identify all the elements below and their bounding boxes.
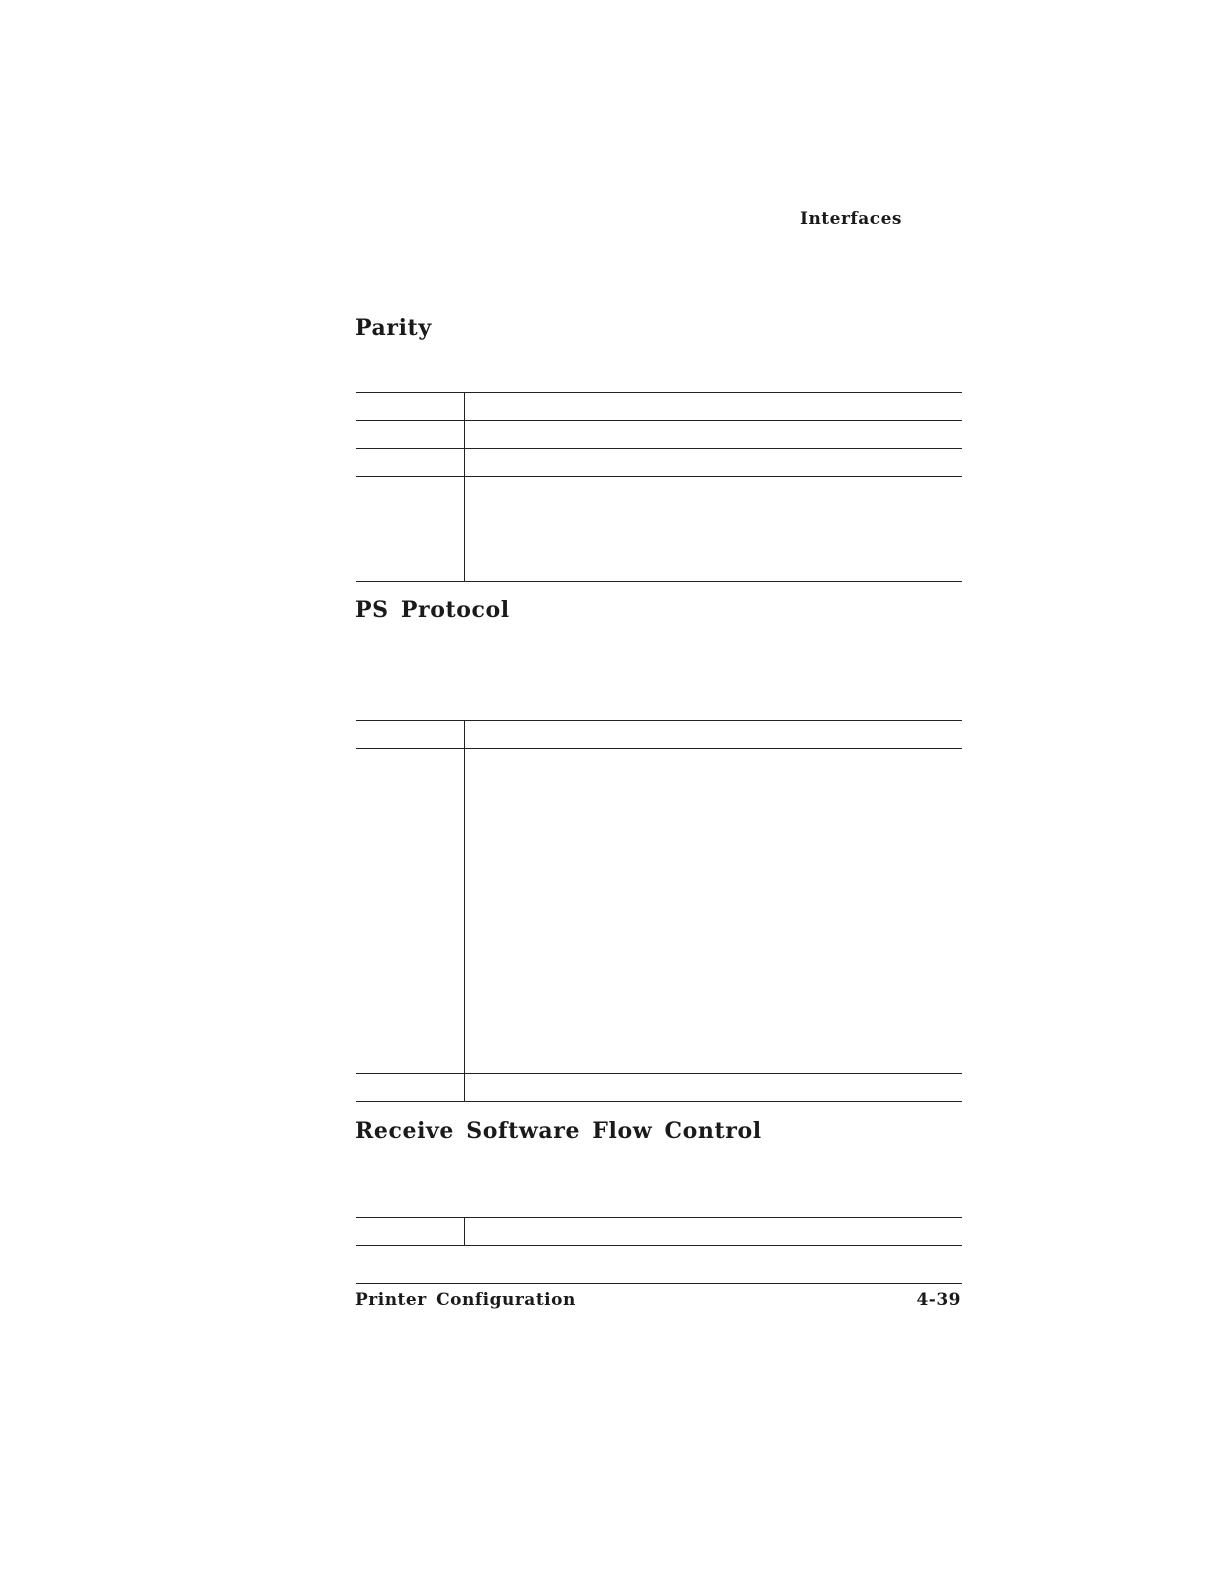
table-cell-value bbox=[464, 1074, 962, 1101]
table-row bbox=[356, 1217, 962, 1246]
table-row bbox=[356, 392, 962, 420]
table-cell-value bbox=[464, 1218, 962, 1245]
table-cell-value bbox=[464, 721, 962, 748]
table-cell-label bbox=[356, 1218, 463, 1245]
receive-software-flow-control-table bbox=[356, 1217, 962, 1246]
footer-page-number: 4-39 bbox=[916, 1290, 961, 1310]
table-cell-label bbox=[356, 477, 463, 581]
table-cell-label bbox=[356, 721, 463, 748]
footer-chapter-title: Printer Configuration bbox=[355, 1290, 576, 1310]
section-heading-parity: Parity bbox=[355, 315, 432, 341]
table-cell-label bbox=[356, 393, 463, 420]
section-heading-ps-protocol: PS Protocol bbox=[355, 597, 510, 623]
table-row bbox=[356, 748, 962, 1073]
table-row bbox=[356, 476, 962, 582]
table-cell-value bbox=[464, 477, 962, 581]
table-row bbox=[356, 420, 962, 448]
table-cell-label bbox=[356, 1074, 463, 1101]
footer-rule bbox=[356, 1283, 962, 1284]
table-cell-value bbox=[464, 393, 962, 420]
table-row bbox=[356, 448, 962, 476]
parity-table bbox=[356, 392, 962, 582]
table-row bbox=[356, 1073, 962, 1102]
table-cell-label bbox=[356, 749, 463, 1073]
table-cell-value bbox=[464, 421, 962, 448]
table-cell-value bbox=[464, 749, 962, 1073]
table-row bbox=[356, 720, 962, 748]
table-cell-value bbox=[464, 449, 962, 476]
running-head: Interfaces bbox=[800, 209, 903, 229]
table-cell-label bbox=[356, 421, 463, 448]
section-heading-receive-software-flow-control: Receive Software Flow Control bbox=[355, 1118, 762, 1144]
table-cell-label bbox=[356, 449, 463, 476]
ps-protocol-table bbox=[356, 720, 962, 1102]
